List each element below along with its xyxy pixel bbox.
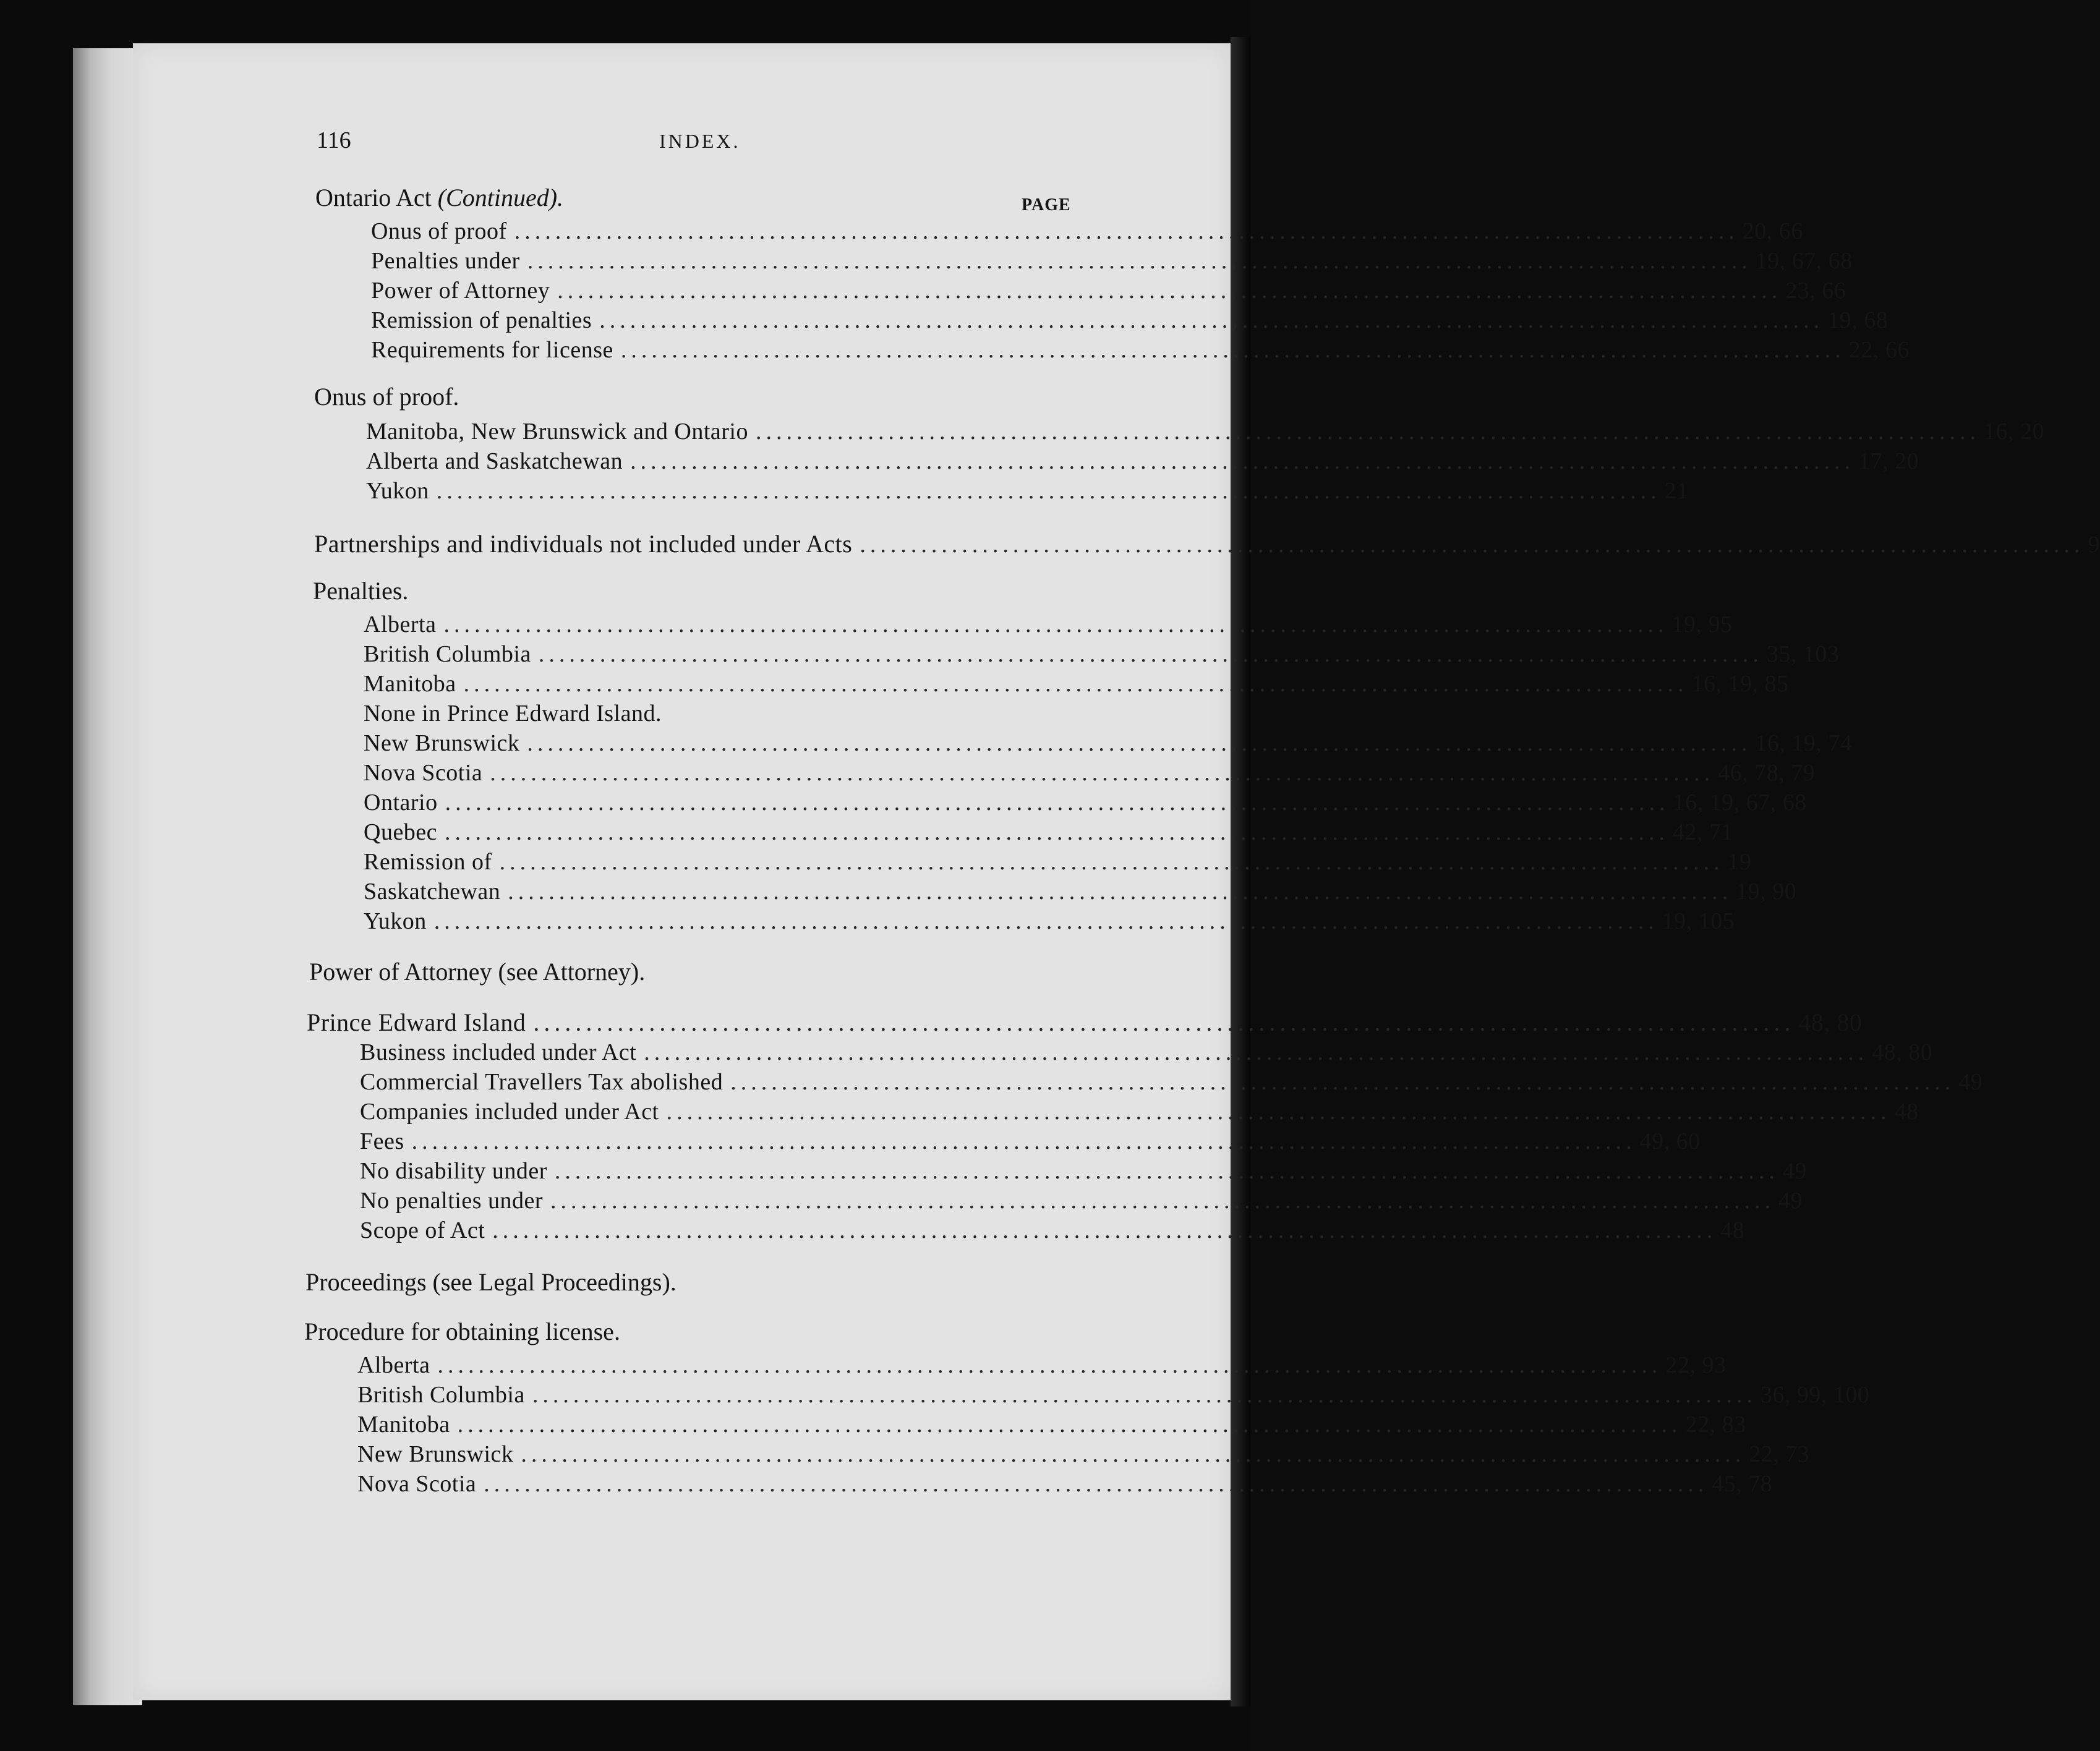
index-heading: Onus of proof. — [314, 383, 459, 411]
index-entry — [364, 641, 1840, 668]
dot-leader: ........................................................................................................................ — [620, 337, 1845, 363]
index-entry — [364, 611, 1733, 638]
dot-leader: ........................................................................................................................ — [554, 1158, 1779, 1184]
heading-suffix: (Continued). — [437, 184, 564, 211]
dot-leader: ........................................................................................................................ — [557, 278, 1782, 304]
index-entry — [371, 336, 1910, 364]
index-entry — [366, 477, 1689, 505]
dot-leader: ........................................................................................................................ — [630, 448, 1855, 474]
dot-leader: ........................................................................................................................ — [492, 1217, 1717, 1243]
entry-label: Alberta — [357, 1352, 430, 1378]
entry-pages: 17, 20 — [1858, 448, 1919, 474]
entry-label: Business included under Act — [360, 1039, 637, 1065]
index-entry — [371, 247, 1853, 275]
entry-label: Nova Scotia — [364, 760, 483, 786]
entry-pages: 49 — [1958, 1069, 1983, 1095]
entry-label: Power of Attorney — [371, 278, 550, 304]
entry-pages: 49 — [1778, 1188, 1803, 1214]
entry-label: Onus of proof — [371, 218, 507, 244]
dot-leader: ........................................................................................................................ — [756, 419, 1980, 445]
index-entry — [371, 307, 1889, 334]
entry-pages: 36, 99, 100 — [1760, 1382, 1870, 1408]
index-entry — [357, 1352, 1727, 1379]
index-heading: Power of Attorney (see Attorney). — [309, 958, 646, 986]
index-entry — [364, 759, 1816, 786]
entry-pages: 21 — [1664, 478, 1689, 504]
index-entry — [364, 908, 1735, 935]
dot-leader: ........................................................................................................................ — [445, 819, 1670, 845]
index-heading — [315, 183, 563, 212]
entry-label: None in Prince Edward Island. — [364, 701, 662, 726]
index-entry — [366, 448, 1919, 475]
dot-leader: ........................................................................................................................ — [463, 671, 1688, 697]
dot-leader: ........................................................................................................................ — [644, 1039, 1869, 1065]
entry-label: Alberta and Saskatchewan — [366, 448, 623, 474]
index-entry — [364, 700, 1072, 727]
entry-label: No disability under — [360, 1158, 547, 1184]
entry-pages: 45, 78 — [1712, 1471, 1773, 1497]
entry-label: Manitoba — [364, 671, 456, 697]
entry-pages: 49, 60 — [1639, 1128, 1701, 1154]
entry-pages: 19, 90 — [1736, 879, 1797, 905]
index-entry — [360, 1068, 1983, 1096]
index-entry — [360, 1187, 1803, 1214]
entry-pages: 19, 95 — [1671, 611, 1733, 637]
entry-pages: 46, 78, 79 — [1718, 760, 1816, 786]
dot-leader: ........................................................................................................................ — [443, 611, 1668, 637]
index-entry — [360, 1098, 1919, 1125]
index-entry — [307, 1008, 1863, 1037]
dot-leader: ........................................................................................................................ — [514, 218, 1739, 244]
index-heading: Prince Edward Island — [307, 1008, 526, 1036]
entry-pages: 42, 71 — [1673, 819, 1734, 845]
entry-pages: 48 — [1720, 1217, 1745, 1243]
index-entry — [360, 1217, 1745, 1244]
entry-label: Scope of Act — [360, 1217, 485, 1243]
dot-leader: ........................................................................................................................ — [599, 307, 1824, 333]
dot-leader: ........................................................................................................................ — [499, 849, 1724, 875]
page-edge — [73, 48, 142, 1705]
index-entry — [314, 529, 2100, 558]
entry-pages: 20, 66 — [1742, 218, 1803, 244]
index-entry — [364, 789, 1807, 816]
entry-pages: 16, 19, 74 — [1755, 730, 1853, 756]
dot-leader: ........................................................................................................................ — [457, 1412, 1682, 1438]
index-entry — [364, 819, 1734, 846]
entry-pages: 23, 66 — [1785, 278, 1846, 304]
entry-pages: 22, 93 — [1665, 1352, 1727, 1378]
entry-label: Manitoba, New Brunswick and Ontario — [366, 419, 748, 445]
entry-label: New Brunswick — [364, 730, 520, 756]
entry-label: No penalties under — [360, 1188, 544, 1214]
entry-pages: 48, 80 — [1798, 1008, 1863, 1036]
dot-leader: ........................................................................................................................ — [533, 1008, 1795, 1036]
dot-leader: ........................................................................................................................ — [490, 760, 1715, 786]
entry-pages: 48, 80 — [1872, 1039, 1933, 1065]
entry-pages: 22, 83 — [1685, 1412, 1746, 1438]
index-entry — [364, 878, 1797, 905]
index-entry — [357, 1441, 1810, 1468]
entry-label: Commercial Travellers Tax abolished — [360, 1069, 723, 1095]
dot-leader: ........................................................................................................................ — [666, 1099, 1891, 1125]
index-entry — [364, 848, 1752, 876]
index-entry — [371, 277, 1846, 304]
entry-pages: 9 — [2088, 532, 2100, 558]
dot-leader: ........................................................................................................................ — [437, 1352, 1662, 1378]
entry-label: Ontario — [364, 790, 438, 816]
index-heading: Penalties. — [313, 577, 409, 605]
entry-label: British Columbia — [357, 1382, 525, 1408]
dot-leader: ........................................................................................................................ — [550, 1188, 1775, 1214]
entry-pages: 19, 67, 68 — [1755, 248, 1853, 274]
index-entry — [364, 730, 1853, 757]
entry-pages: 19, 105 — [1662, 908, 1735, 934]
index-entry — [371, 218, 1803, 245]
dot-leader: ........................................................................................................................ — [532, 1382, 1757, 1408]
entry-label: British Columbia — [364, 641, 531, 667]
index-entry — [360, 1039, 1933, 1066]
entry-label: Manitoba — [357, 1412, 450, 1438]
dot-leader: ........................................................................................................................ — [730, 1069, 1955, 1095]
index-heading: Procedure for obtaining license. — [304, 1318, 620, 1345]
entry-label: Yukon — [366, 478, 429, 504]
entry-pages: 16, 19, 85 — [1691, 671, 1789, 697]
heading-text: Ontario Act — [315, 184, 432, 211]
entry-pages: 19, 68 — [1827, 307, 1889, 333]
entry-pages: 48 — [1894, 1099, 1919, 1125]
page-number: 116 — [317, 127, 351, 153]
running-head: INDEX. — [659, 130, 741, 152]
entry-label: Penalties under — [371, 248, 520, 274]
index-entry — [357, 1411, 1746, 1438]
index-entry — [357, 1470, 1773, 1498]
dot-leader: ........................................................................................................................ — [411, 1128, 1636, 1154]
dot-leader: ........................................................................................................................ — [445, 790, 1670, 816]
entry-label: Remission of penalties — [371, 307, 592, 333]
index-entry — [360, 1157, 1807, 1185]
entry-pages: 16, 20 — [1984, 419, 2044, 445]
dot-leader: ........................................................................................................................ — [521, 1441, 1746, 1467]
entry-label: Remission of — [364, 849, 492, 875]
page-column-label: PAGE — [1022, 195, 1071, 215]
entry-label: Requirements for license — [371, 337, 613, 363]
entry-label: Saskatchewan — [364, 879, 501, 905]
entry-pages: 35, 103 — [1766, 641, 1840, 667]
index-heading: Proceedings (see Legal Proceedings). — [305, 1268, 677, 1296]
entry-pages: 22, 73 — [1749, 1441, 1810, 1467]
index-entry — [364, 670, 1789, 697]
index-entry — [360, 1128, 1701, 1155]
dot-leader: ........................................................................................................................ — [860, 532, 2085, 558]
dot-leader: ........................................................................................................................ — [527, 730, 1752, 756]
entry-pages: 19 — [1727, 849, 1752, 875]
dot-leader: ........................................................................................................................ — [484, 1471, 1709, 1497]
index-entry — [357, 1381, 1870, 1408]
entry-label: Nova Scotia — [357, 1471, 477, 1497]
entry-pages: 22, 66 — [1848, 337, 1910, 363]
entry-pages: 16, 19, 67, 68 — [1673, 790, 1807, 816]
entry-label: Yukon — [364, 908, 427, 934]
entry-label: New Brunswick — [357, 1441, 514, 1467]
entry-label: Companies included under Act — [360, 1099, 659, 1125]
entry-label: Alberta — [364, 611, 437, 637]
index-entry — [366, 418, 2044, 445]
dot-leader: ........................................................................................................................ — [433, 908, 1658, 934]
dot-leader: ........................................................................................................................ — [538, 641, 1763, 667]
dot-leader: ........................................................................................................................ — [436, 478, 1661, 504]
entry-label: Quebec — [364, 819, 438, 845]
index-heading: Partnerships and individuals not included under Acts — [314, 530, 853, 558]
entry-label: Fees — [360, 1128, 404, 1154]
dot-leader: ........................................................................................................................ — [508, 879, 1733, 905]
dot-leader: ........................................................................................................................ — [527, 248, 1752, 274]
entry-pages: 49 — [1782, 1158, 1807, 1184]
